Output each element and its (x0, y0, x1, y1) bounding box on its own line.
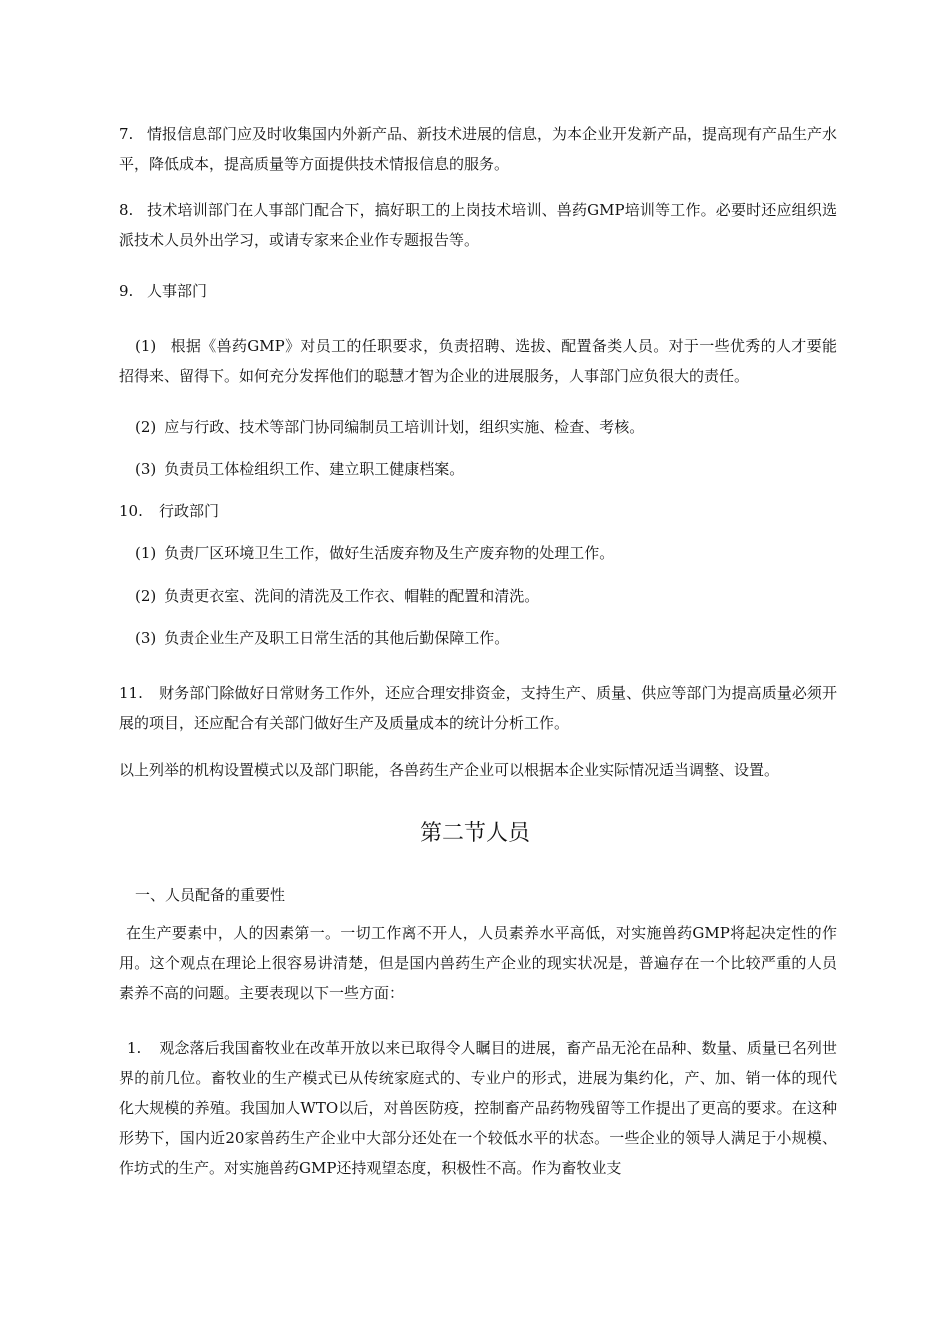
item-number: (2) (135, 418, 157, 436)
item-10-3 (119, 627, 837, 649)
subsection-title: 一、人员配备的重要性 (135, 886, 286, 904)
item-number: (1) (135, 337, 157, 355)
closing-paragraph: 以上列举的机构设置模式以及部门职能，各兽药生产企业可以根据本企业实际情况适当调整、设置。 (119, 761, 780, 779)
item-text: 行政部门 (159, 502, 220, 520)
item-9-2 (119, 416, 837, 438)
item-9-1 (119, 331, 837, 391)
item-text: 人事部门 (147, 282, 208, 300)
item-text: 情报信息部门应及时收集国内外新产品、新技术进展的信息，为本企业开发新产品，提高现有产品生产水平，降低成本，提高质量等方面提供技术情报信息的服务。 (119, 125, 838, 173)
section-title: 第二节人员 (419, 821, 530, 846)
item-10-2 (119, 585, 837, 607)
item-number: 10. (119, 502, 143, 520)
item-7 (119, 119, 837, 179)
item-number: 8. (119, 201, 134, 219)
item-11 (119, 678, 837, 738)
item-10-1 (119, 542, 837, 564)
item-text: 负责员工体检组织工作、建立职工健康档案。 (164, 460, 465, 478)
item-10 (119, 500, 837, 522)
item-text: 技术培训部门在人事部门配合下，搞好职工的上岗技术培训、兽药GMP培训等工作。必要时还应组织选派技术人员外出学习，或请专家来企业作专题报告等。 (119, 201, 837, 249)
item-text: 根据《兽药GMP》对员工的任职要求，负责招聘、选拔、配置备类人员。对于一些优秀的人才要能招得来、留得下。如何充分发挥他们的聪慧才智为企业的进展服务，人事部门应负很大的责任。 (119, 337, 837, 385)
intro-paragraph: 在生产要素中，人的因素第一。一切工作离不开人，人员素养水平高低，对实施兽药GMP将起决定性的作用。这个观点在理论上很容易讲清楚，但是国内兽药生产企业的现实状况是，普遍存在一个比较严重的人员素养不高的问题。主要表现以下一些方面： (119, 924, 837, 1002)
item-number: 1. (127, 1039, 142, 1057)
item-number: 9. (119, 282, 134, 300)
item-number: (3) (135, 460, 157, 478)
item-9 (119, 280, 837, 302)
item-text: 应与行政、技术等部门协同编制员工培训计划，组织实施、检查、考核。 (164, 418, 645, 436)
item-9-3 (119, 458, 837, 480)
item-number: (1) (135, 544, 157, 562)
item-text: 负责更衣室、洗间的清洗及工作衣、帽鞋的配置和清洗。 (164, 587, 540, 605)
point-1 (119, 1033, 837, 1183)
item-text: 财务部门除做好日常财务工作外，还应合理安排资金，支持生产、质量、供应等部门为提高质量必须开展的项目，还应配合有关部门做好生产及质量成本的统计分析工作。 (119, 684, 837, 732)
item-number: 11. (119, 684, 143, 702)
item-8 (119, 195, 837, 255)
item-number: (2) (135, 587, 157, 605)
item-text: 负责厂区环境卫生工作，做好生活废弃物及生产废弃物的处理工作。 (164, 544, 615, 562)
item-text: 观念落后我国畜牧业在改革开放以来已取得令人瞩目的进展，畜产品无沦在品种、数量、质量已名列世界的前几位。畜牧业的生产模式已从传统家庭式的、专业户的形式，进展为集约化，产、加、销一体的现代化大规模的养殖。我国加人WTO以后，对兽医防疫，控制畜产品药物残留等工作提出了更高的要求。在这种形势下，国内近20家兽药生产企业中大部分还处在一个较低水平的状态。一些企业的领导人满足于小规模、作坊式的生产。对实施兽药GMP还持观望态度，积极性不高。作为畜牧业支 (119, 1039, 837, 1177)
item-number: (3) (135, 629, 157, 647)
item-number: 7. (119, 125, 134, 143)
item-text: 负责企业生产及职工日常生活的其他后勤保障工作。 (164, 629, 510, 647)
